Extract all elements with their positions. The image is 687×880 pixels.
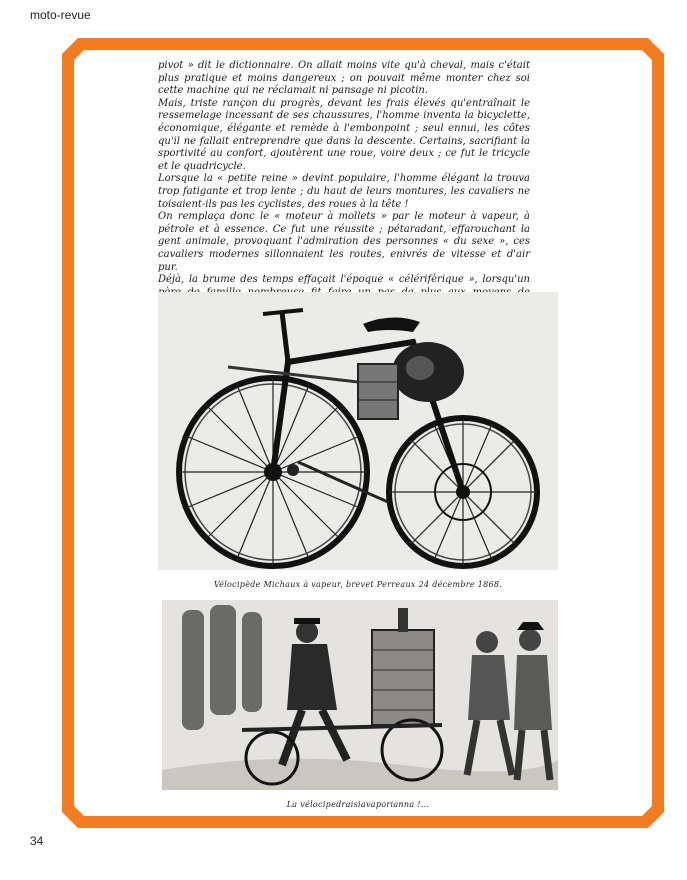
article-paragraph: Déjà, la brume des temps effaçait l'époque « célérifèrique », lorsqu'un xyxy=(158,274,530,286)
steam-velocipede-photo xyxy=(158,292,558,570)
article-text xyxy=(158,60,530,312)
article-paragraph: Lorsque la « petite reine » devint populaire, l'homme élégant la trouva trop fatigante et trop lente ; du haut de leurs montures, les cavaliers ne toisaient-ils pas les cyclistes, des roues à la tête ! xyxy=(158,173,530,210)
page-number: 34 xyxy=(30,834,44,848)
magazine-title: moto-revue xyxy=(30,8,91,22)
article-paragraph: Mais, triste rançon du progrès, devant les frais élevés qu'entraînait le ressemelage incessant de ses chaussures, l'homme inventa la bicyclette, économique, élégante et remède à l'embonpoint ; seul ennui, les côtes qu'il ne fallait entreprendre que dans la descente. Certains, sacrifiant la sportivité au confort, ajoutèrent une roue, voire deux ; ce fut le tricycle et le quadricycle. xyxy=(158,97,530,172)
steam-velocipede-illustration xyxy=(158,292,558,570)
article-paragraph: On remplaça donc le « moteur à mollets » par le moteur à vapeur, à pétrole et à essence. Ce fut une réussite ; pétaradant, effarouchant la gent animale, provoquant l'admiration des personnes « du sexe », ces cavaliers modernes sillonnaient les routes, enivrés de vitesse et d'air pur. xyxy=(158,211,530,273)
top-figure-caption: Vélocipède Michaux à vapeur, brevet Perreaux 24 décembre 1868. xyxy=(213,580,503,589)
bottom-figure-caption: La vélocipedraisiavaporianna !... xyxy=(286,800,430,809)
engraving-illustration xyxy=(162,600,558,790)
article-paragraph: pivot » dit le dictionnaire. On allait moins vite qu'à cheval, mais c'était plus pratique et moins dangereux ; on pouvait même monter chez soi cette machine qui ne réclamait ni pansage ni picotin. xyxy=(158,60,530,97)
velocipedraisiavaporianna-engraving xyxy=(162,600,558,790)
